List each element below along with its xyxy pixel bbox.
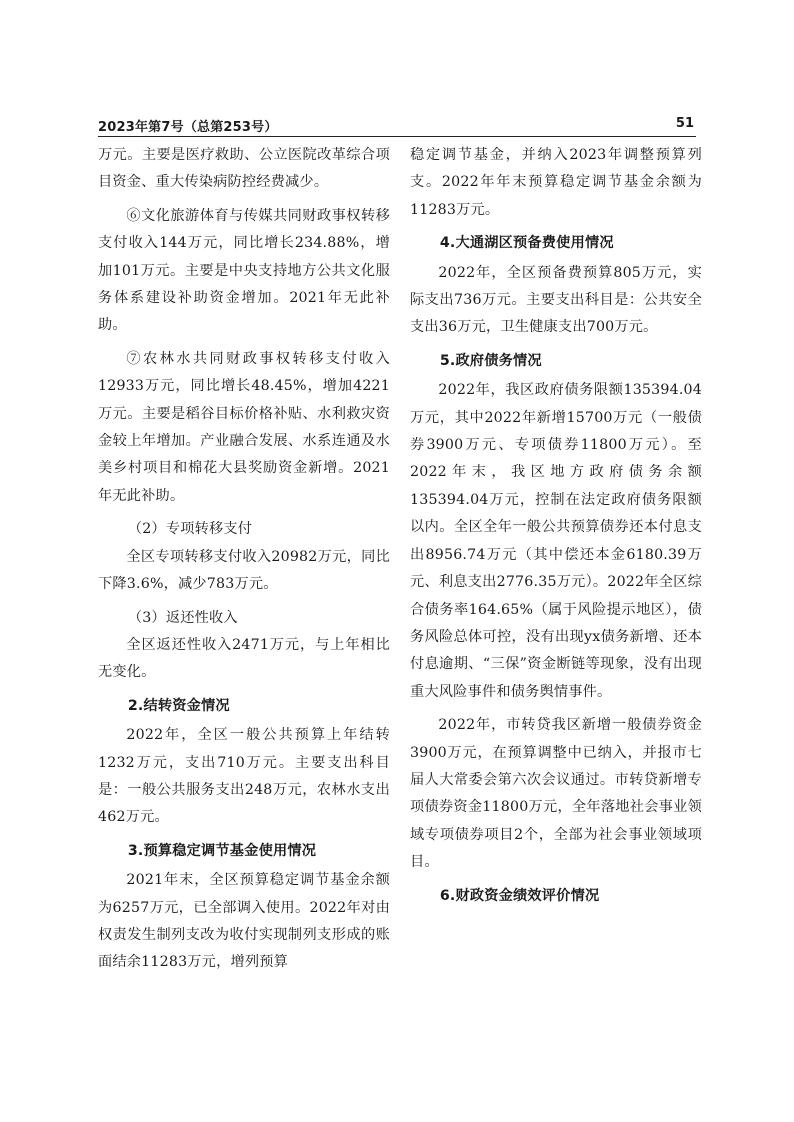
paragraph: 全区专项转移支付收入20982万元，同比下降3.6%，减少783万元。 bbox=[98, 548, 390, 593]
section-heading: 6.财政资金绩效评价情况 bbox=[439, 887, 600, 904]
left-column bbox=[98, 142, 390, 977]
subsection-heading: （3）返还性收入 bbox=[127, 609, 238, 626]
subsection-heading: （2）专项转移支付 bbox=[127, 521, 253, 538]
paragraph: ⑦农林水共同财政事权转移支付收入12933万元，同比增长48.45%，增加4221万元。主要是稻谷目标价格补贴、水利救灾资金较上年增加。产业融合发展、水系连通及水美乡村项目和棉花大县奖励资金新增。2021年无此补助。 bbox=[98, 350, 390, 504]
right-column bbox=[410, 142, 702, 912]
paragraph: 稳定调节基金，并纳入2023年调整预算列支。2022年年末预算稳定调节基金余额为11283万元。 bbox=[410, 147, 702, 218]
paragraph: 2022年，全区一般公共预算上年结转1232万元，支出710万元。主要支出科目是：一般公共服务支出248万元，农林水支出462万元。 bbox=[98, 727, 390, 826]
paragraph: 全区返还性收入2471万元，与上年相比无变化。 bbox=[98, 636, 390, 681]
paragraph: 2021年末，全区预算稳定调节基金余额为6257万元，已全部调入使用。2022年对由权责发生制列支改为收付实现制列支形成的账面结余11283万元，增列预算 bbox=[98, 872, 390, 971]
section-heading: 5.政府债务情况 bbox=[439, 352, 542, 369]
page-number: 51 bbox=[675, 116, 694, 131]
paragraph: 万元。主要是医疗救助、公立医院改革综合项目资金、重大传染病防控经费减少。 bbox=[98, 147, 390, 191]
section-heading: 4.大通湖区预备费使用情况 bbox=[439, 235, 614, 252]
paragraph: 2022年，我区政府债务限额135394.04万元，其中2022年新增15700万元（一般债券3900万元、专项债券11800万元）。至2022年末，我区地方政府债务余额135394.04万元，控制在法定政府债务限额以内。全区全年一般公共预算债券还本付息支出8956.74万元（其中偿还本金6180.39万元、利息支出2776.35万元）。2022年全区综合债务率164.65%（属于风险提示地区），债务风险总体可控，没有出现yx债务新增、还本付息逾期、“三保”资金断链等现象，没有出现重大风险事件和债务舆情事件。 bbox=[410, 382, 702, 700]
section-heading: 2.结转资金情况 bbox=[127, 697, 230, 714]
section-heading: 3.预算稳定调节基金使用情况 bbox=[127, 842, 317, 859]
paragraph: 2022年，市转贷我区新增一般债券资金3900万元，在预算调整中已纳入，并报市七届人大常委会第六次会议通过。市转贷新增专项债券资金11800万元，全年落地社会事业领域专项债券项目2个，全部为社会事业领域项目。 bbox=[410, 717, 702, 871]
page-header bbox=[98, 114, 696, 137]
paragraph: 2022年，全区预备费预算805万元，实际支出736万元。主要支出科目是：公共安全支出36万元，卫生健康支出700万元。 bbox=[410, 264, 702, 336]
issue-label: 2023年第7号（总第253号） bbox=[98, 120, 278, 135]
paragraph: ⑥文化旅游体育与传媒共同财政事权转移支付收入144万元，同比增长234.88%，增加101万元。主要是中央支持地方公共文化服务体系建设补助资金增加。2021年无此补助。 bbox=[98, 207, 390, 334]
